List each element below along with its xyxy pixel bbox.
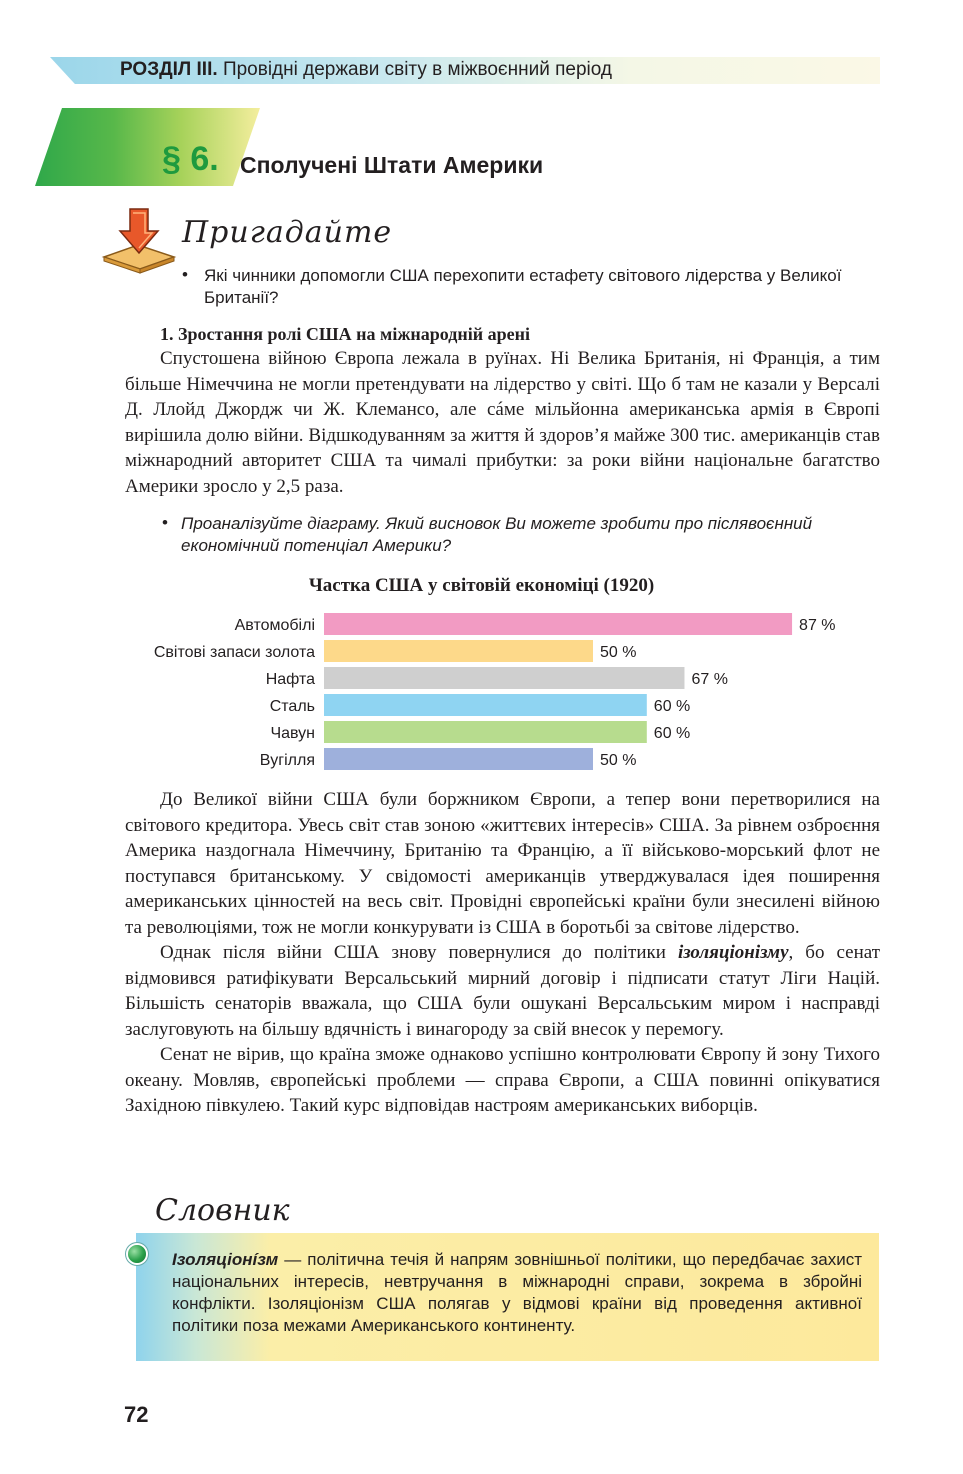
dictionary-entry [172,1249,862,1337]
page-title: Сполучені Штати Америки [240,152,544,178]
chart-value-label: 60 % [653,725,691,742]
chart-bar [324,613,792,635]
body-text [125,787,880,1119]
paragraph-number-dot: . [209,140,219,178]
dictionary-bullet-icon [128,1245,146,1263]
section-title: Провідні держави світу в міжвоєнний період [222,59,612,80]
paragraph-2: До Великої війни США були боржником Європи, а тепер вони перетворилися на світового кредитора. Увесь світ став зоною «життєвих інтересів» США. За рівнем озброєння Америка наздогнала Німеччину, Британію та Францію, а її військово-морський флот не поступався британському. У свідомості американців утверджувалася ідея поширення американських цінностей на весь світ. Провідні європейські країни були знесилені війною та революціями, тож не могли конкурувати із США в боротьбі за світове лідерство. [125,789,880,938]
chart-bar [324,748,593,770]
chart-bar [324,721,647,743]
chart-category-label: Сталь [269,698,315,715]
chart-value-label: 50 % [600,752,637,769]
chart-category-label: Вугілля [259,752,315,769]
section-label: РОЗДІЛ ІІІ. [120,59,218,80]
chart-bar [324,667,684,689]
remember-title: Пригадайте [182,215,393,250]
chart-category-label: Чавун [270,725,315,742]
task-text: Проаналізуйте діаграму. Який висновок Ви можете зробити про післявоєнний економічний потенціал Америки? [181,514,813,555]
section-heading: 1. Зростання ролі США на міжнародній арені [160,324,530,344]
chart-title: Частка США у світовій економіці (1920) [308,575,655,596]
title-banner [35,108,260,186]
task-bullet: • [162,513,168,532]
isolationism-term: ізоляціонізму [677,942,789,963]
chart-bar [324,694,647,716]
paragraph-3-start: Однак після війни США знову повернулися до політики [160,942,678,963]
section-header [120,59,612,81]
paragraph-number [162,140,219,179]
remember-question: Які чинники допомогли США перехопити естафету світового лідерства у Великої Британії? [204,266,842,307]
page-number: 72 [124,1402,149,1427]
chart-value-label: 87 % [799,617,836,634]
dictionary-title: Словник [155,1193,290,1228]
dictionary-term: Ізоляціонíзм [172,1250,279,1269]
paragraph-1-text: Спустошена війною Європа лежала в руїнах. Ні Велика Британія, ні Франція, а тим більше Німеччина не могли претендувати на лідерство у світі. Що б там не казали у Версалі Д. Ллойд Джордж чи Ж. Клемансо, але сáме мільйонна американська армія в Європі вирішила долю війни. Відшкодуванням за життя й здоров’я майже 300 тис. американців став міжнародний авторитет США та чималі прибутки: за роки війни національне багатство Америки зросло у 2,5 раза. [125,348,880,497]
chart-category-label: Автомобілі [234,617,315,634]
paragraph-1 [125,346,880,499]
paragraph-4: Сенат не вірив, що країна зможе однаково успішно контролювати Європу й зону Тихого океану. Мовляв, європейські проблеми — справа Європи, а США повинні опікуватися Західною півкулею. Такий курс відповідав настроям американських виборців. [125,1044,880,1116]
chart-category-label: Світові запаси золота [153,644,315,661]
book-arrow-icon [100,205,180,275]
chart-bar [324,640,593,662]
dictionary-definition: — політична течія й напрям зовнішньої політики, що передбачає захист національних інтересів, невтручання в міжнародні справи, зокрема в збройні конфлікти. Ізоляціонізм США полягав у відмові країни від проведення активної політики поза межами Американського континенту. [172,1250,862,1335]
paragraph-number-text: § 6 [162,140,210,178]
paragraph-3 [125,940,880,1042]
bar-chart [0,605,963,775]
paragraph-3-end: , бо сенат відмовився ратифікувати Версальський мирний договір і підписати статут Ліги Націй. Більшість сенаторів вважала, що США були ошукані Версальським миром і насправді заслуговують на більшу вдячність і винагороду за свій внесок у перемогу. [125,942,880,1040]
chart-value-label: 50 % [600,644,637,661]
chart-value-label: 67 % [691,671,728,688]
chart-category-label: Нафта [265,671,315,688]
chart-value-label: 60 % [653,698,691,715]
bullet-marker: • [182,265,188,284]
